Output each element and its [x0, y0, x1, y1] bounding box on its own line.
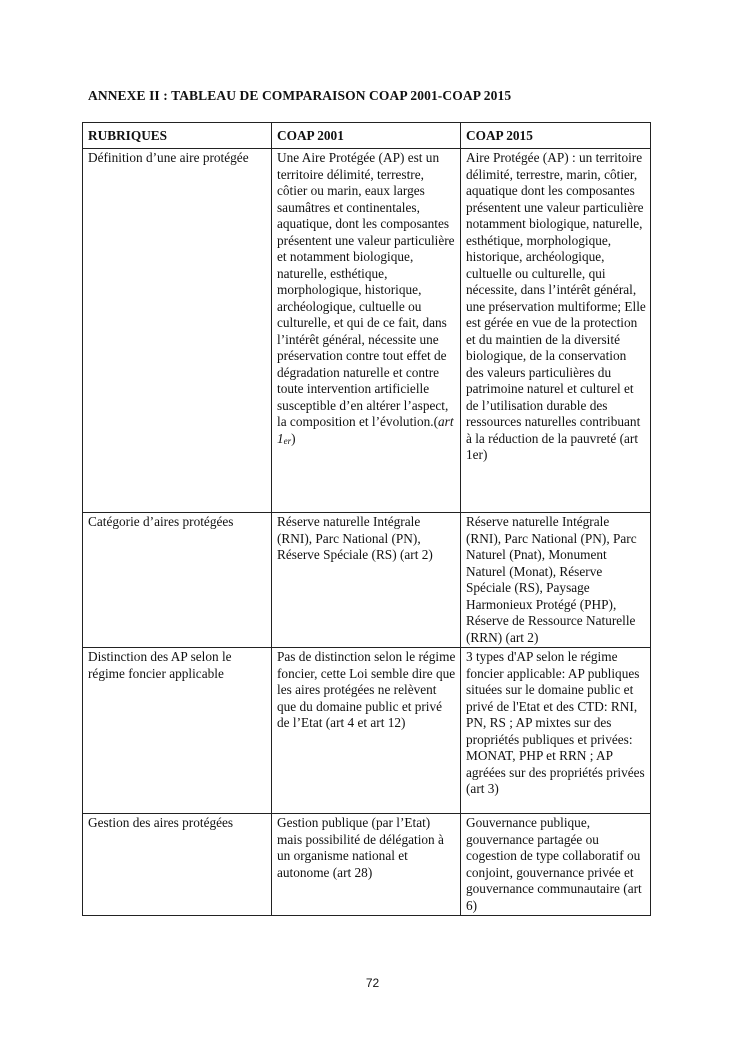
cell-rubrique: Définition d’une aire protégée	[83, 149, 272, 513]
article-reference: art 1	[277, 414, 454, 446]
table-row	[83, 814, 651, 916]
header-coap-2001: COAP 2001	[272, 123, 461, 149]
cell-text: Une Aire Protégée (AP) est un territoire délimité, terrestre, côtier ou marin, eaux larges saumâtres et continentales, aquatique, dont les composantes présentent une valeur particulière et notamment biologique, naturelle, esthétique, morphologique, historique, archéologique, cultuelle ou culturelle, et qui de ce fait, dans l’intérêt général, nécessite une préservation contre tout effet de dégradation naturelle et contre toute intervention artificielle susceptible d’en altérer l’aspect, la composition et l’évolution.(	[277, 150, 455, 429]
cell-coap-2001	[272, 149, 461, 513]
table-row	[83, 513, 651, 648]
page-number: 72	[365, 976, 380, 990]
cell-coap-2001: Gestion publique (par l’Etat) mais possibilité de délégation à un organisme national et autonome (art 28)	[272, 814, 461, 916]
page-title: ANNEXE II : TABLEAU DE COMPARAISON COAP 2001-COAP 2015	[88, 88, 512, 103]
table-header-row	[83, 123, 651, 149]
cell-rubrique: Gestion des aires protégées	[83, 814, 272, 916]
closing-parenthesis: )	[291, 430, 296, 446]
cell-rubrique: Distinction des AP selon le régime foncier applicable	[83, 648, 272, 814]
cell-coap-2001: Réserve naturelle Intégrale (RNI), Parc National (PN), Réserve Spéciale (RS) (art 2)	[272, 513, 461, 648]
cell-rubrique: Catégorie d’aires protégées	[83, 513, 272, 648]
article-reference-suffix: er	[283, 435, 292, 446]
table-row	[83, 648, 651, 814]
header-rubriques: RUBRIQUES	[83, 123, 272, 149]
header-coap-2015: COAP 2015	[461, 123, 651, 149]
cell-coap-2015: 3 types d'AP selon le régime foncier applicable: AP publiques situées sur le domaine public et privé de l'Etat et des CTD: RNI, PN, RS ; AP mixtes sur des propriétés publiques et privées: MONAT, PHP et RRN ; AP agréées sur des propriétés privées (art 3)	[461, 648, 651, 814]
cell-coap-2015: Réserve naturelle Intégrale (RNI), Parc National (PN), Parc Naturel (Pnat), Monument Naturel (Monat), Réserve Spéciale (RS), Paysage Harmonieux Protégé (PHP), Réserve de Ressource Naturelle (RRN) (art 2)	[461, 513, 651, 648]
comparison-table	[82, 122, 651, 916]
table-row	[83, 149, 651, 513]
cell-coap-2015: Aire Protégée (AP) : un territoire délimité, terrestre, marin, côtier, aquatique dont les composantes présentent une valeur particulière notamment biologique, naturelle, esthétique, morphologique, historique, archéologique, cultuelle ou culturelle, qui nécessite, dans l’intérêt général, une préservation multiforme; Elle est gérée en vue de la protection et du maintien de la diversité biologique, de la conservation des valeurs particulières du patrimoine naturel et culturel et de l’utilisation durable des ressources naturelles contribuant à la réduction de la pauvreté (art 1er)	[461, 149, 651, 513]
cell-coap-2015: Gouvernance publique, gouvernance partagée ou cogestion de type collaboratif ou conjoint, gouvernance privée et gouvernance communautaire (art 6)	[461, 814, 651, 916]
cell-coap-2001: Pas de distinction selon le régime foncier, cette Loi semble dire que les aires protégées ne relèvent que du domaine public et privé de l’Etat (art 4 et art 12)	[272, 648, 461, 814]
